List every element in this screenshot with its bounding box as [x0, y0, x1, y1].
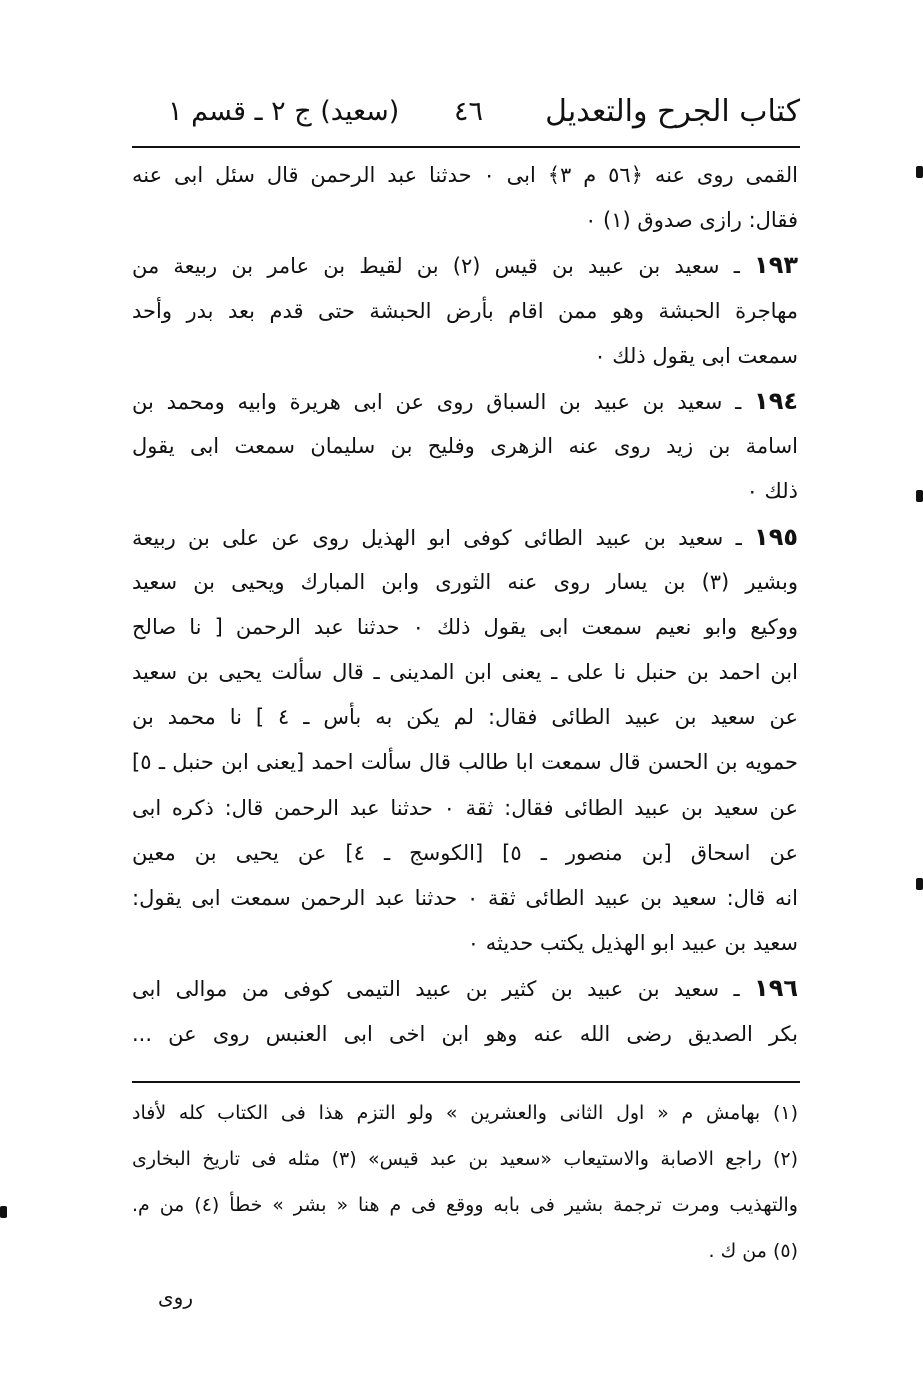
entry-number: ١٩٣	[754, 251, 798, 280]
line-text: عن سعيد بن عبيد الطائى فقال: ثقة ٠ حدثنا عبد الرحمن قال: ذكره ابى	[132, 795, 798, 820]
text-line	[132, 198, 798, 243]
line-text: عن اسحاق [بن منصور ـ ٥] [الكوسج ـ ٤] عن يحيى بن معين	[132, 840, 798, 865]
text-line	[132, 921, 798, 966]
catchword: روى	[158, 1285, 193, 1309]
entry-line	[132, 966, 798, 1011]
text-line	[132, 740, 798, 785]
footnotes	[132, 1090, 798, 1274]
text-line	[132, 650, 798, 695]
line-text: ـ سعيد بن عبيد بن السباق روى عن ابى هريرة وابيه ومحمد بن	[132, 389, 755, 414]
entry-line	[132, 243, 798, 288]
book-title: كتاب الجرح والتعديل	[545, 94, 800, 129]
text-line	[132, 334, 798, 379]
text-line	[132, 605, 798, 650]
footnote-line: والتهذيب ومرت ترجمة بشير فى بابه ووقع فى م هنا « بشر » خطأ (٤) من م.	[132, 1194, 798, 1216]
text-line	[132, 1012, 798, 1057]
text-line	[132, 289, 798, 334]
text-line	[132, 153, 798, 198]
line-text: سمعت ابى يقول ذلك ٠	[594, 343, 798, 368]
page-number: ٤٦	[454, 96, 484, 127]
text-line	[132, 831, 798, 876]
entry-number: ١٩٤	[754, 386, 798, 415]
line-text: وبشير (٣) بن يسار روى عنه الثورى وابن المبارك ويحيى بن سعيد	[132, 569, 798, 594]
text-line	[132, 560, 798, 605]
header-rule	[132, 146, 800, 148]
text-line	[132, 695, 798, 740]
margin-mark	[916, 490, 923, 502]
line-text: ووكيع وابو نعيم سمعت ابى يقول ذلك ٠ حدثنا عبد الرحمن [ نا صالح	[132, 614, 798, 639]
line-text: عن سعيد بن عبيد الطائى فقال: لم يكن به بأس ـ ٤ ] نا محمد بن	[132, 705, 798, 730]
section-info: (سعيد) ج ٢ ـ قسم ١	[168, 96, 400, 127]
line-text: ـ سعيد بن عبيد بن قيس (٢) بن لقيط بن عامر بن ربيعة من	[132, 254, 755, 279]
footnote-line: (١) بهامش م « اول الثانى والعشرين » ولو التزم هذا فى الكتاب كله لأفاد	[132, 1102, 798, 1124]
text-line	[132, 786, 798, 831]
footnote-rule	[132, 1081, 800, 1083]
line-text: سعيد بن عبيد ابو الهذيل يكتب حديثه ٠	[467, 931, 798, 956]
line-text: حمويه بن الحسن قال سمعت ابا طالب قال سألت احمد [يعنى ابن حنبل ـ ٥]	[132, 750, 798, 775]
margin-mark	[0, 1206, 7, 1218]
line-text: القمى روى عنه ﴿٥٦ م ٣﴾ ابى ٠ حدثنا عبد الرحمن قال سئل ابى عنه	[132, 163, 798, 187]
line-text: ـ سعيد بن عبيد الطائى كوفى ابو الهذيل روى عن على بن ربيعة	[132, 525, 755, 550]
line-text: فقال: رازى صدوق (١) ٠	[585, 208, 798, 233]
line-text: ـ سعيد بن عبيد بن كثير بن عبيد التيمى كوفى من موالى ابى	[132, 977, 755, 1002]
line-text: ابن احمد بن حنبل نا على ـ يعنى ابن المدينى ـ قال سألت يحيى بن سعيد	[132, 660, 798, 685]
footnote-line: (٥) من ك .	[708, 1240, 798, 1262]
running-header	[132, 92, 800, 132]
main-text	[132, 153, 798, 1057]
margin-mark	[916, 166, 923, 178]
line-text: مهاجرة الحبشة وهو ممن اقام بأرض الحبشة حتى قدم بعد بدر وأحد	[132, 298, 798, 323]
entry-number: ١٩٥	[754, 522, 798, 551]
margin-mark	[916, 878, 923, 890]
line-text: اسامة بن زيد روى عنه الزهرى وفليح بن سليمان سمعت ابى يقول	[132, 434, 798, 459]
line-text: ذلك ٠	[746, 479, 798, 504]
entry-number: ١٩٦	[754, 974, 798, 1003]
text-line	[132, 424, 798, 469]
footnote-line: (٢) راجع الاصابة والاستيعاب «سعيد بن عبد قيس» (٣) مثله فى تاريخ البخارى	[132, 1148, 798, 1170]
line-text: بكر الصديق رضى الله عنه وهو ابن اخى ابى العنبس روى عن ...	[132, 1021, 798, 1046]
entry-line	[132, 379, 798, 424]
text-line	[132, 876, 798, 921]
line-text: انه قال: سعيد بن عبيد الطائى ثقة ٠ حدثنا عبد الرحمن سمعت ابى يقول:	[132, 886, 798, 910]
text-line	[132, 469, 798, 514]
entry-line	[132, 515, 798, 560]
